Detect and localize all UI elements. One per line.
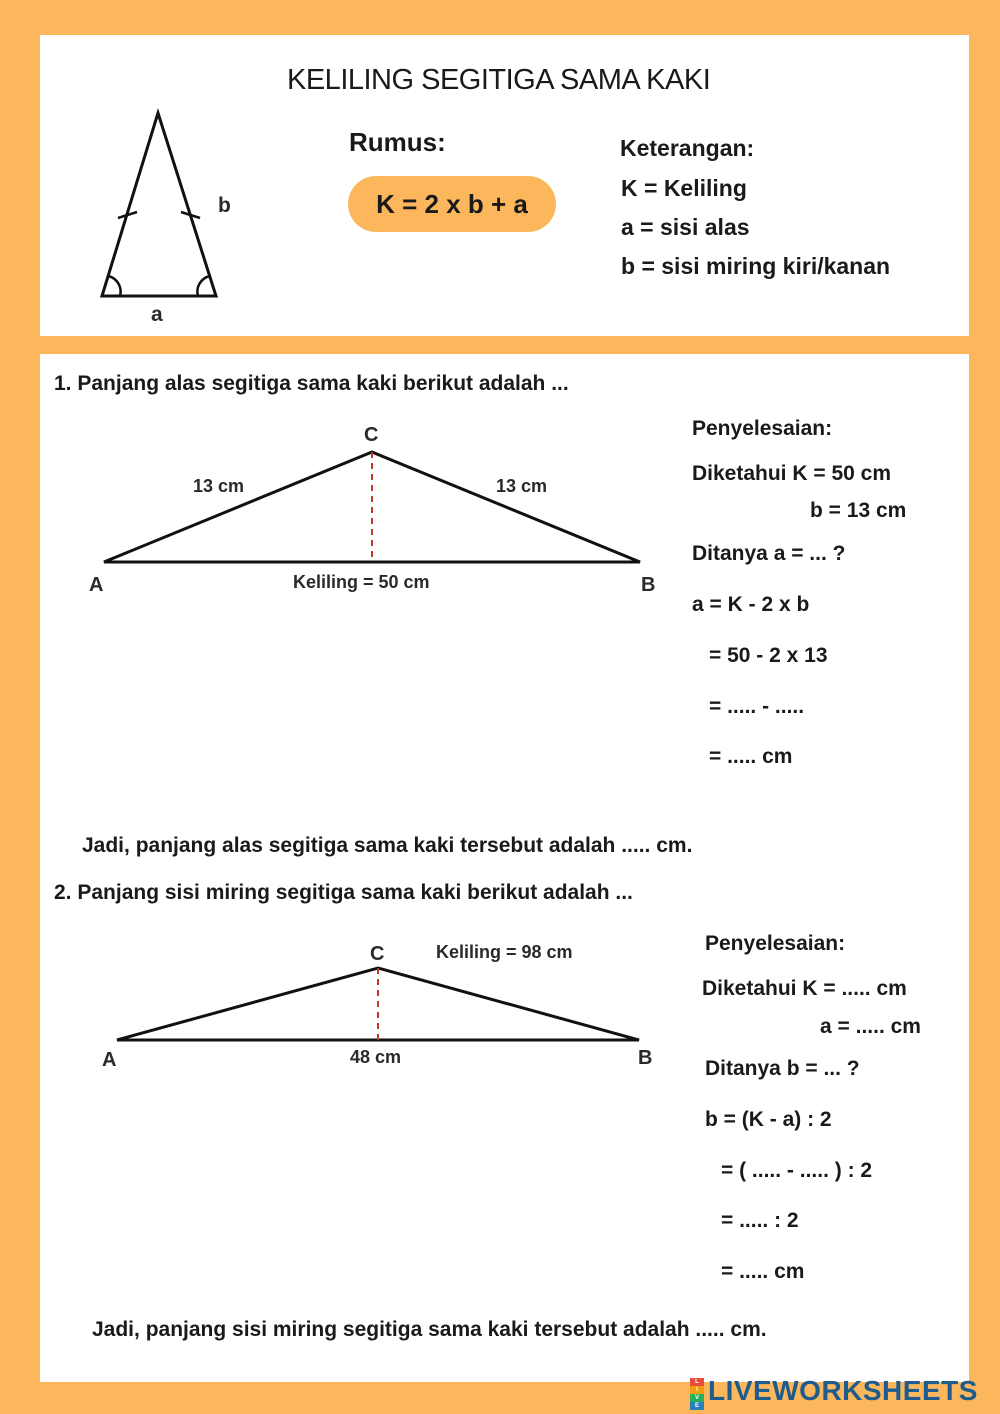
liveworksheets-logo — [690, 1374, 978, 1408]
keterangan-label: Keterangan: — [620, 135, 755, 161]
vertex-c-label: C — [364, 424, 379, 446]
isosceles-triangle-diagram — [90, 105, 250, 335]
triangle-outline — [102, 113, 216, 296]
asked-value: Ditanya b = ... ? — [705, 1057, 860, 1080]
answer-blank-step[interactable]: = ..... - ..... — [709, 695, 805, 718]
side-bc-length: 13 cm — [496, 476, 548, 496]
known-value[interactable]: Diketahui K = ..... cm — [702, 977, 907, 1000]
solution-step: a = K - 2 x b — [692, 593, 810, 616]
keterangan-item: K = Keliling — [621, 175, 747, 201]
vertex-c-label: C — [370, 943, 385, 965]
answer-blank-step[interactable]: = ..... cm — [721, 1260, 805, 1283]
answer-blank-step[interactable]: = ( ..... - ..... ) : 2 — [721, 1159, 873, 1182]
known-value[interactable]: a = ..... cm — [820, 1015, 921, 1038]
solution-heading: Penyelesaian: — [692, 417, 833, 440]
brand-name: LIVEWORKSHEETS — [708, 1375, 978, 1406]
answer-blank-step[interactable]: = ..... cm — [709, 745, 793, 768]
known-value: Diketahui K = 50 cm — [692, 462, 891, 485]
angle-arc-right — [197, 276, 210, 296]
question-1-triangle-figure — [80, 415, 670, 605]
question-2-triangle-figure — [90, 935, 670, 1085]
answer-blank-step[interactable]: = ..... : 2 — [721, 1209, 799, 1232]
base-label-a: a — [151, 303, 163, 326]
question-2: 2. Panjang sisi miring segitiga sama kaki berikut adalah ... — [54, 881, 633, 904]
vertex-b-label: B — [641, 574, 656, 596]
vertex-a-label: A — [102, 1049, 117, 1071]
keterangan-item: b = sisi miring kiri/kanan — [621, 253, 891, 279]
asked-value: Ditanya a = ... ? — [692, 542, 846, 565]
base-length: 48 cm — [350, 1047, 402, 1067]
side-ac-length: 13 cm — [193, 476, 245, 496]
question-2-conclusion[interactable]: Jadi, panjang sisi miring segitiga sama kaki tersebut adalah ..... cm. — [92, 1318, 767, 1341]
question-1: 1. Panjang alas segitiga sama kaki berikut adalah ... — [54, 372, 569, 395]
solution-step: b = (K - a) : 2 — [705, 1108, 832, 1131]
formula-pill: K = 2 x b + a — [348, 176, 556, 232]
perimeter-label: Keliling = 50 cm — [293, 572, 430, 592]
keterangan-item: a = sisi alas — [621, 214, 750, 240]
vertex-b-label: B — [638, 1047, 653, 1069]
solution-heading: Penyelesaian: — [705, 932, 846, 955]
side-label-b: b — [218, 194, 231, 217]
page-title: KELILING SEGITIGA SAMA KAKI — [287, 64, 711, 96]
vertex-a-label: A — [89, 574, 104, 596]
question-1-conclusion[interactable]: Jadi, panjang alas segitiga sama kaki tersebut adalah ..... cm. — [82, 834, 693, 857]
perimeter-label: Keliling = 98 cm — [436, 942, 573, 962]
brand-badge-icon: L I V E — [690, 1378, 704, 1404]
solution-step: = 50 - 2 x 13 — [709, 644, 828, 667]
known-value: b = 13 cm — [810, 499, 907, 522]
rumus-label: Rumus: — [349, 127, 446, 157]
angle-arc-left — [108, 276, 121, 296]
